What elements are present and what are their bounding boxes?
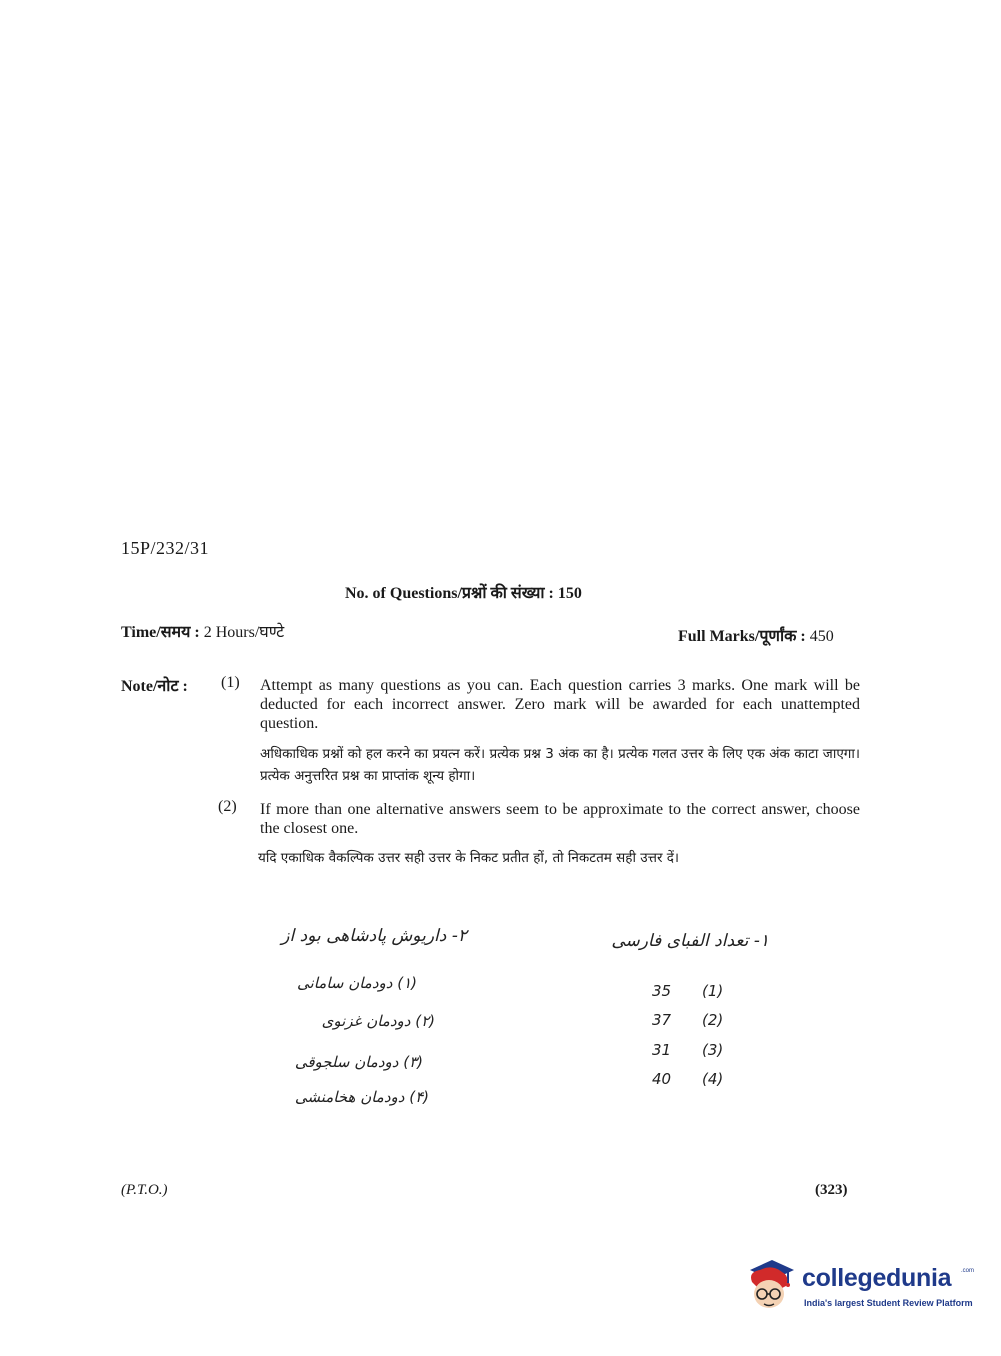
option-value: 31 [652, 1041, 672, 1059]
handwritten-q2-option-2: (۲) دودمان غزنوی [321, 1012, 435, 1030]
collegedunia-watermark[interactable] [742, 1254, 975, 1314]
handwritten-q1-option-3 [652, 1041, 723, 1059]
marks-label: Full Marks/पूर्णांक : [678, 628, 806, 645]
collegedunia-com: .com [961, 1268, 975, 1274]
note-1-english: Attempt as many questions as you can. Each question carries 3 marks. One mark will be deducted for each incorrect answer. Zero mark will be awarded for each unattempted question. [260, 677, 860, 732]
page-code: (323) [815, 1182, 848, 1198]
option-number: (2) [702, 1011, 724, 1029]
note-2-hindi: यदि एकाधिक वैकल्पिक उत्तर सही उत्तर के निकट प्रतीत हों, तो निकटतम सही उत्तर दें। [258, 850, 680, 866]
option-value: 37 [652, 1011, 672, 1029]
handwritten-q2-option-4: (۴) دودمان هخامنشی [294, 1088, 429, 1106]
pto-label: (P.T.O.) [121, 1182, 168, 1198]
collegedunia-logo-icon [742, 1254, 800, 1314]
paper-code: 15P/232/31 [121, 538, 210, 558]
handwritten-q2-option-3: (۳) دودمان سلجوقی [294, 1053, 423, 1071]
note-label: Note/नोट : [121, 678, 188, 695]
note-1-hindi: अधिकाधिक प्रश्नों को हल करने का प्रयत्न करें। प्रत्येक प्रश्न 3 अंक का है। प्रत्येक गलत उत्तर के लिए एक अंक काटा जाएगा। प्रत्येक अनुत्तरित प्रश्न का प्राप्तांक शून्य होगा। [260, 746, 860, 784]
handwritten-question-1-title: ۱- تعداد الفبای فارسی [611, 931, 769, 951]
note-number-2: (2) [218, 798, 237, 815]
marks-value: 450 [809, 628, 834, 645]
question-count: No. of Questions/प्रश्नों की संख्या : 150 [345, 585, 582, 602]
handwritten-q1-option-2 [652, 1011, 723, 1029]
option-number: (1) [702, 982, 724, 1000]
note-number-1: (1) [221, 674, 240, 691]
note-2-english: If more than one alternative answers seem to be approximate to the correct answer, choose the closest one. [260, 801, 860, 837]
collegedunia-name: collegedunia [802, 1264, 952, 1292]
collegedunia-tagline: India's largest Student Review Platform [804, 1298, 973, 1308]
handwritten-q1-option-4 [652, 1070, 723, 1088]
option-number: (4) [702, 1070, 724, 1088]
full-marks-info [678, 624, 834, 646]
time-label: Time/समय : [121, 624, 200, 641]
handwritten-q2-option-1: (۱) دودمان سامانی [297, 974, 417, 992]
option-value: 35 [652, 982, 672, 1000]
time-value: 2 Hours/घण्टे [203, 624, 285, 641]
handwritten-q1-option-1 [652, 982, 723, 1000]
option-number: (3) [702, 1041, 724, 1059]
option-value: 40 [652, 1070, 672, 1088]
handwritten-question-2-title: ۲- داریوش پادشاهی بود از [281, 926, 467, 946]
time-info [121, 620, 284, 642]
